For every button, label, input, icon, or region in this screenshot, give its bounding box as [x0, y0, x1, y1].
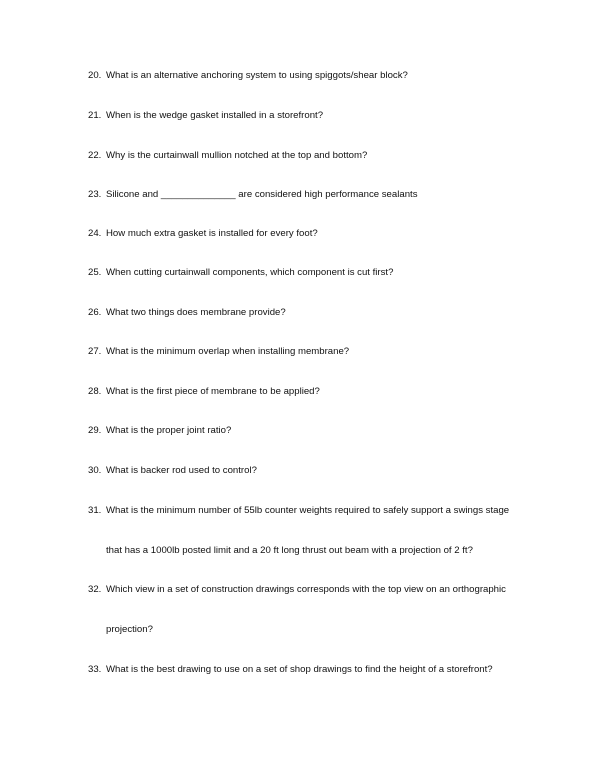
question-31 [88, 505, 558, 517]
question-text: What is an alternative anchoring system to using spiggots/shear block? [106, 70, 408, 81]
question-25 [88, 267, 558, 279]
question-27 [88, 346, 558, 358]
question-text: What is the proper joint ratio? [106, 425, 232, 436]
question-text: When cutting curtainwall components, which component is cut first? [106, 267, 394, 278]
question-29 [88, 425, 558, 437]
question-21 [88, 110, 558, 122]
question-number: 29. [88, 425, 102, 436]
question-number: 31. [88, 505, 102, 516]
question-31-continuation: that has a 1000lb posted limit and a 20 ft long thrust out beam with a projection of 2 ft? [106, 545, 473, 556]
question-32-continuation: projection? [106, 624, 153, 635]
question-number: 30. [88, 465, 102, 476]
question-text: How much extra gasket is installed for every foot? [106, 228, 318, 239]
question-text: What is backer rod used to control? [106, 465, 257, 476]
question-text: What two things does membrane provide? [106, 307, 286, 318]
question-24 [88, 228, 558, 240]
question-text: Which view in a set of construction drawings corresponds with the top view on an orthographic [106, 584, 506, 595]
question-number: 21. [88, 110, 102, 121]
question-number: 25. [88, 267, 102, 278]
question-30 [88, 465, 558, 477]
question-text: When is the wedge gasket installed in a storefront? [106, 110, 324, 121]
question-23 [88, 189, 558, 201]
question-number: 26. [88, 307, 102, 318]
question-text: What is the minimum number of 55lb counter weights required to safely support a swings stage [106, 505, 510, 516]
question-text: Silicone and ______________ are considered high performance sealants [106, 189, 418, 200]
question-number: 24. [88, 228, 102, 239]
question-number: 28. [88, 386, 102, 397]
question-number: 23. [88, 189, 102, 200]
question-text: What is the best drawing to use on a set of shop drawings to find the height of a storefront? [106, 664, 493, 675]
question-number: 27. [88, 346, 102, 357]
question-number: 33. [88, 664, 102, 675]
question-text: What is the minimum overlap when installing membrane? [106, 346, 350, 357]
question-22 [88, 150, 558, 162]
question-text: Why is the curtainwall mullion notched at the top and bottom? [106, 150, 368, 161]
question-33 [88, 664, 558, 676]
question-number: 22. [88, 150, 102, 161]
question-number: 20. [88, 70, 102, 81]
question-26 [88, 307, 558, 319]
question-text: What is the first piece of membrane to be applied? [106, 386, 320, 397]
question-number: 32. [88, 584, 102, 595]
question-20 [88, 70, 558, 82]
question-32 [88, 584, 558, 596]
question-28 [88, 386, 558, 398]
